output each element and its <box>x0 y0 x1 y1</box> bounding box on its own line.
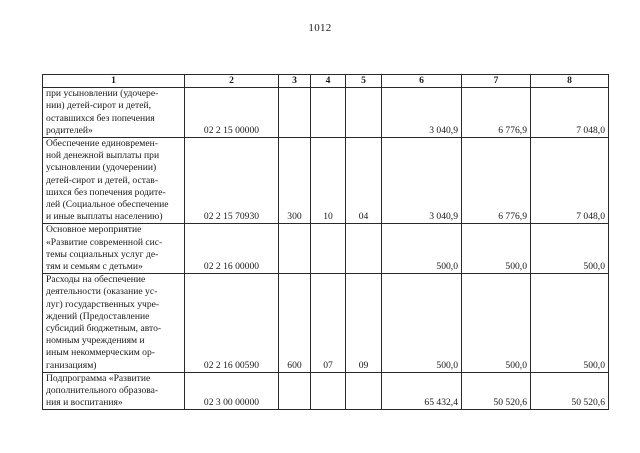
header-row <box>43 75 609 88</box>
row-section: 07 <box>311 274 346 373</box>
row-description: Обеспечение единовремен- ной денежной выплаты при усыновлении (удочерении) детей-сирот и детей, остав- шихся без попечения родите- лей (Социальное обеспечение и иные выплаты населению) <box>43 138 185 224</box>
row-description: Расходы на обеспечение деятельности (оказание ус- луг) государственных учре- ждений (Предоставление субсидий бюджетным, авто- номным учреждениям и иным некоммерческим ор- ганизациям) <box>43 274 185 373</box>
row-expense-type: 300 <box>279 138 311 224</box>
row-subsection <box>346 224 382 274</box>
row-section <box>311 372 346 410</box>
row-code: 02 2 16 00590 <box>185 274 279 373</box>
row-amount-col8: 500,0 <box>531 274 609 373</box>
row-expense-type <box>279 372 311 410</box>
column-header-4: 4 <box>311 75 346 88</box>
page-number: 1012 <box>308 22 332 34</box>
column-header-8: 8 <box>531 75 609 88</box>
column-header-6: 6 <box>382 75 462 88</box>
row-code: 02 3 00 00000 <box>185 372 279 410</box>
row-amount-col6: 500,0 <box>382 274 462 373</box>
row-expense-type: 600 <box>279 274 311 373</box>
row-description: Подпрограмма «Развитие дополнительного образова- ния и воспитания» <box>43 372 185 410</box>
row-section: 10 <box>311 138 346 224</box>
table-row <box>43 138 609 224</box>
row-amount-col7: 50 520,6 <box>462 372 531 410</box>
column-header-7: 7 <box>462 75 531 88</box>
row-amount-col8: 7 048,0 <box>531 88 609 138</box>
row-description: Основное мероприятие «Развитие современной сис- темы социальных услуг де- тям и семьям с детьми» <box>43 224 185 274</box>
row-expense-type <box>279 88 311 138</box>
row-amount-col8: 500,0 <box>531 224 609 274</box>
table-row <box>43 224 609 274</box>
row-subsection <box>346 372 382 410</box>
table-row <box>43 88 609 138</box>
table-row <box>43 274 609 373</box>
column-header-1: 1 <box>43 75 185 88</box>
column-header-3: 3 <box>279 75 311 88</box>
row-amount-col7: 500,0 <box>462 224 531 274</box>
row-amount-col6: 500,0 <box>382 224 462 274</box>
row-code: 02 2 16 00000 <box>185 224 279 274</box>
row-amount-col6: 65 432,4 <box>382 372 462 410</box>
row-description: при усыновлении (удочере- нии) детей-сирот и детей, оставшихся без попечения родителей» <box>43 88 185 138</box>
row-amount-col7: 500,0 <box>462 274 531 373</box>
row-subsection: 04 <box>346 138 382 224</box>
column-header-5: 5 <box>346 75 382 88</box>
budget-table <box>42 74 609 410</box>
row-amount-col7: 6 776,9 <box>462 88 531 138</box>
row-section <box>311 224 346 274</box>
table-row <box>43 372 609 410</box>
row-code: 02 2 15 70930 <box>185 138 279 224</box>
row-amount-col8: 50 520,6 <box>531 372 609 410</box>
row-code: 02 2 15 00000 <box>185 88 279 138</box>
row-subsection: 09 <box>346 274 382 373</box>
row-amount-col8: 7 048,0 <box>531 138 609 224</box>
row-subsection <box>346 88 382 138</box>
column-header-2: 2 <box>185 75 279 88</box>
row-amount-col6: 3 040,9 <box>382 88 462 138</box>
row-amount-col6: 3 040,9 <box>382 138 462 224</box>
row-expense-type <box>279 224 311 274</box>
row-amount-col7: 6 776,9 <box>462 138 531 224</box>
row-section <box>311 88 346 138</box>
